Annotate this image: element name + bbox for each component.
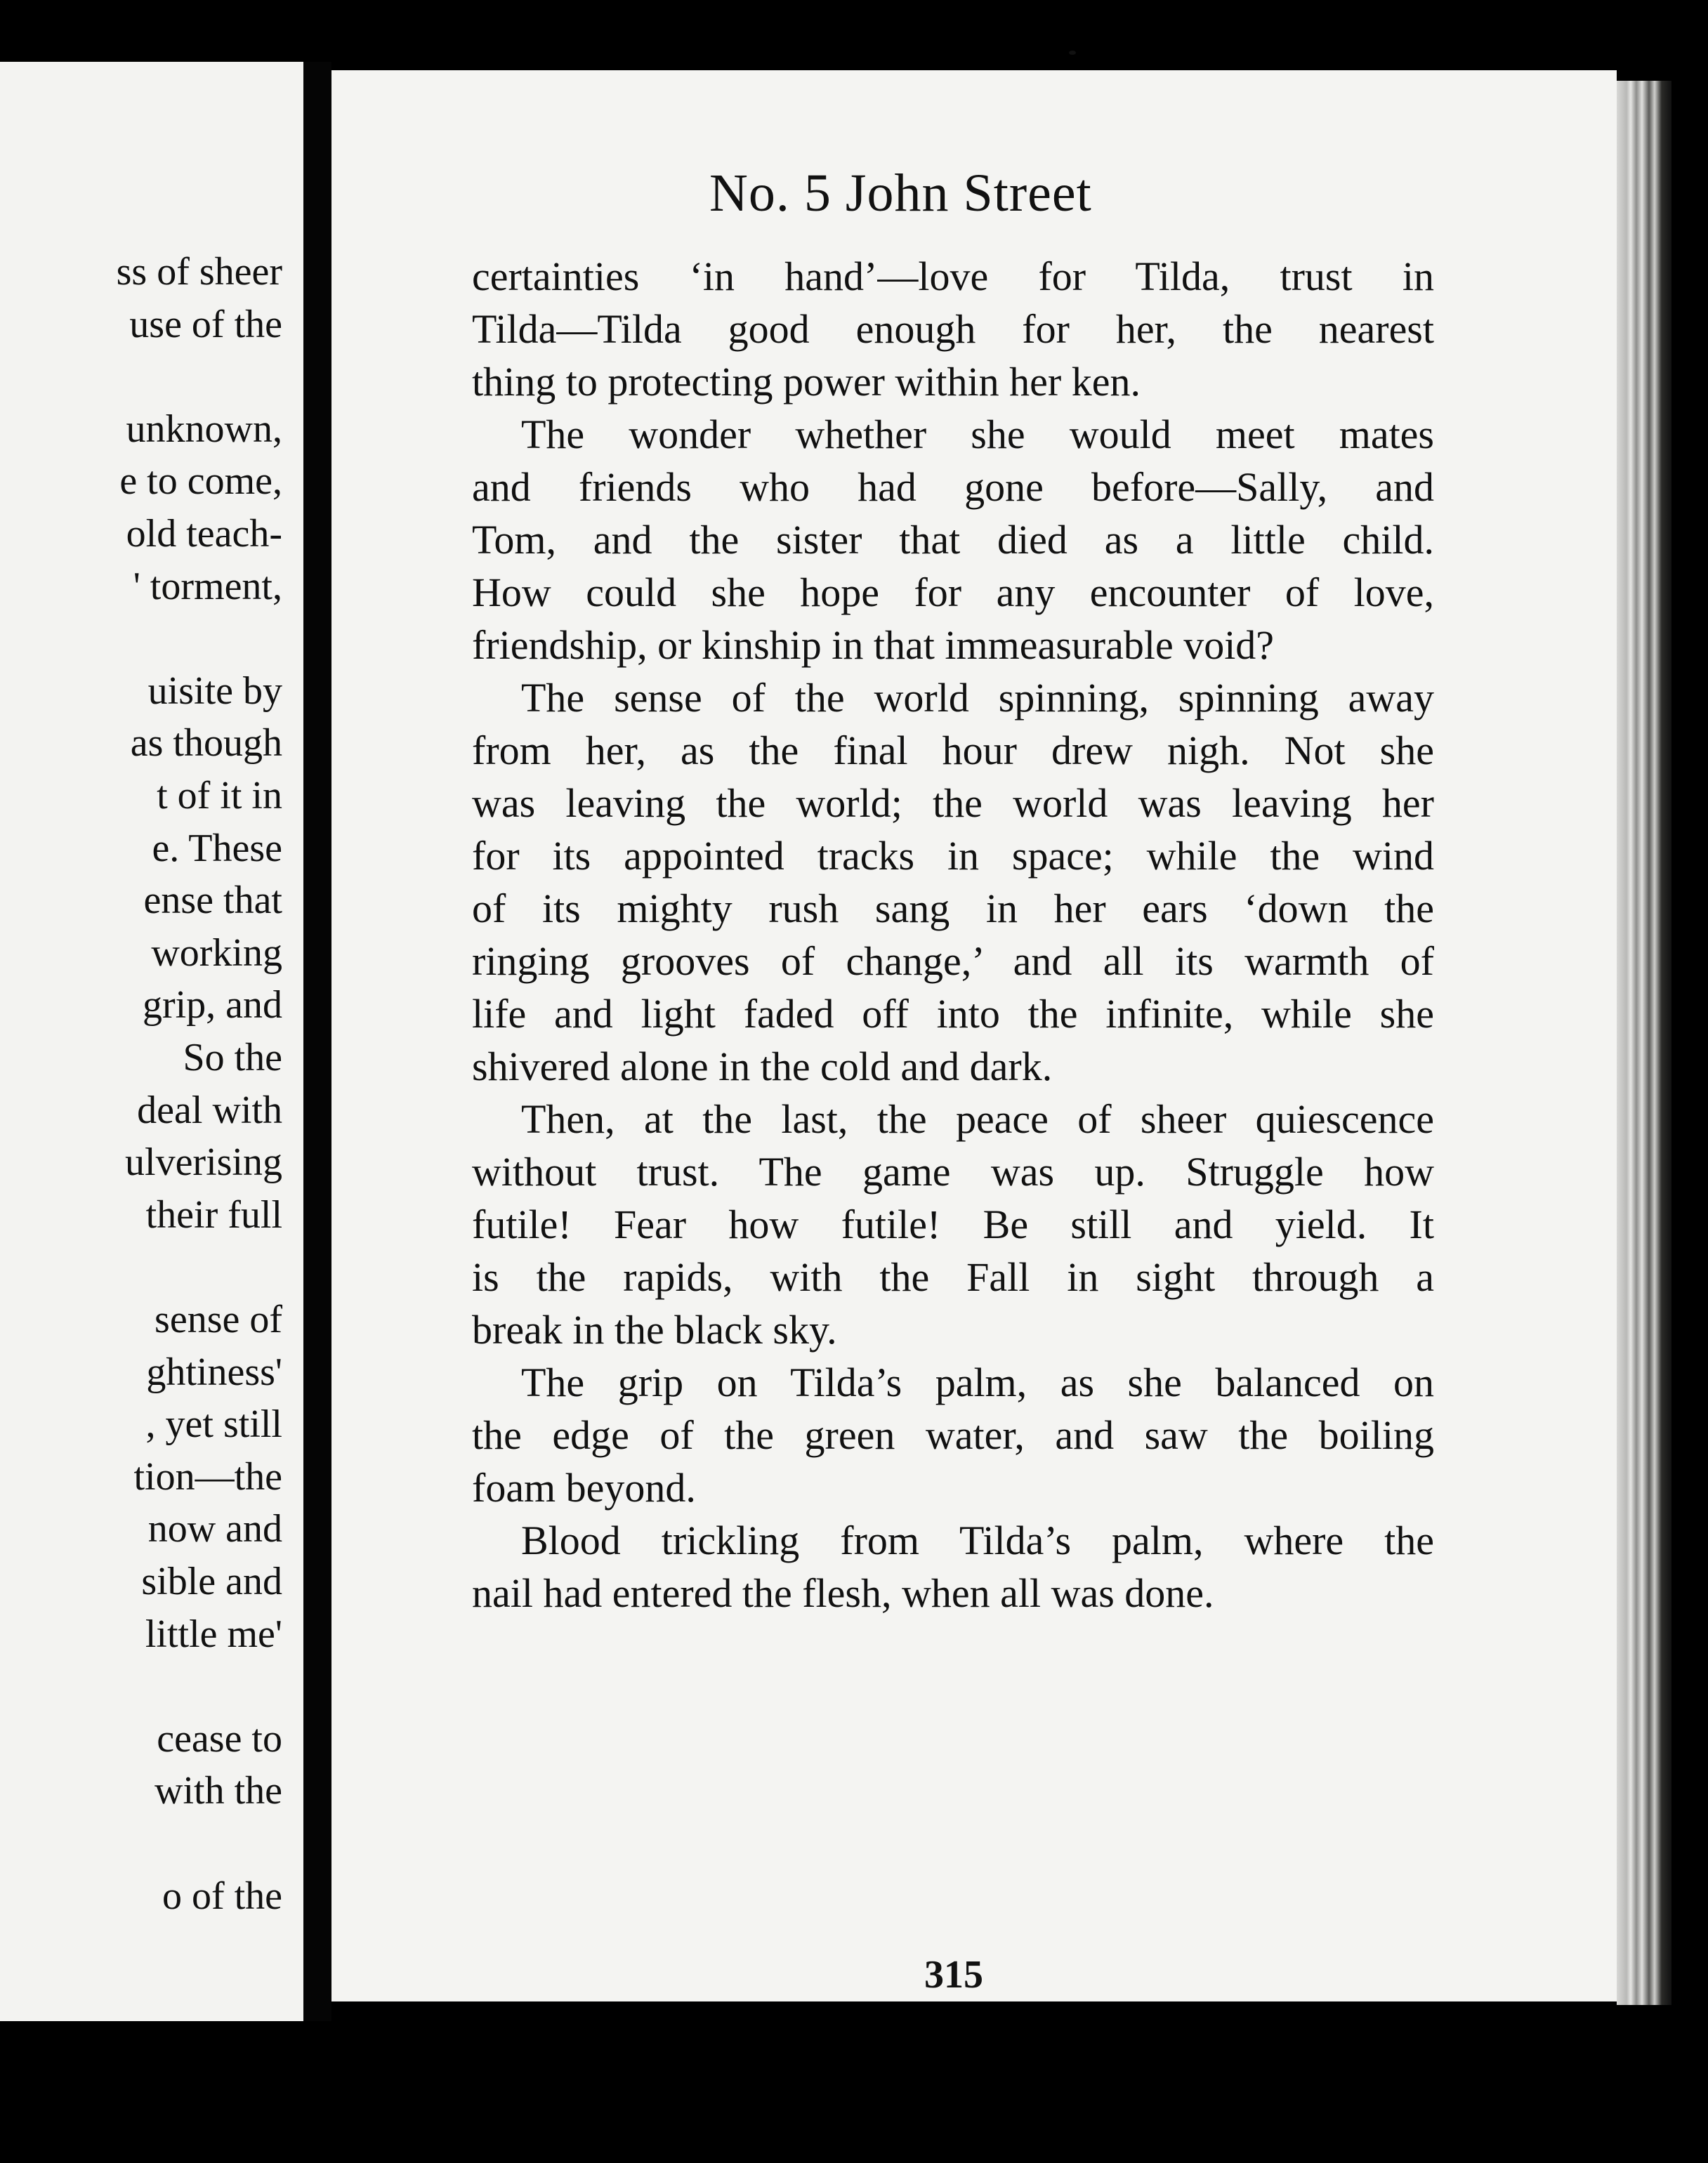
left-page-line: So the [183, 1036, 282, 1079]
text-line: and friends who had gone before—Sally, and [472, 464, 1434, 510]
text-line: The grip on Tilda’s palm, as she balanced on [521, 1360, 1434, 1405]
text-line: foam beyond. [472, 1465, 696, 1511]
top-speck [1069, 51, 1076, 55]
text-line: break in the black sky. [472, 1307, 837, 1353]
text-line: was leaving the world; the world was leaving her [472, 780, 1434, 826]
left-page-line: their full [145, 1192, 282, 1237]
text-line: How could she hope for any encounter of love, [472, 570, 1434, 615]
text-line: the edge of the green water, and saw the boiling [472, 1412, 1434, 1458]
text-line: The sense of the world spinning, spinning away [521, 675, 1434, 721]
text-line: thing to protecting power within her ken. [472, 359, 1141, 405]
running-head: No. 5 John Street [709, 164, 1092, 223]
left-page-line: cease to [157, 1716, 282, 1761]
book-gutter [303, 62, 331, 2021]
left-page [0, 62, 303, 2021]
paragraph [472, 1356, 1434, 1514]
text-line: from her, as the final hour drew nigh. Not she [472, 728, 1434, 773]
left-page-line: as though [130, 721, 282, 765]
text-line: nail had entered the flesh, when all was done. [472, 1570, 1214, 1616]
text-line: certainties ‘in hand’—love for Tilda, trust in [472, 254, 1434, 299]
text-line: without trust. The game was up. Struggle how [472, 1149, 1434, 1195]
page-edge [1617, 81, 1671, 2005]
paragraph [472, 1514, 1434, 1619]
left-page-line: e to come, [119, 459, 282, 504]
text-line: Tilda—Tilda good enough for her, the nearest [472, 306, 1434, 352]
text-line: of its mighty rush sang in her ears ‘down the [472, 886, 1434, 931]
text-line: Tom, and the sister that died as a little child. [472, 517, 1434, 563]
text-line: is the rapids, with the Fall in sight through a [472, 1254, 1434, 1300]
paragraph [472, 1093, 1434, 1356]
left-page-line: ense that [143, 879, 282, 923]
left-page-line: unknown, [126, 407, 282, 451]
text-line: The wonder whether she would meet mates [521, 412, 1434, 457]
text-line: ringing grooves of change,’ and all its warmth of [472, 938, 1434, 984]
paragraph [472, 671, 1434, 1093]
text-line: Then, at the last, the peace of sheer quiescence [521, 1096, 1434, 1142]
left-page-line: grip, and [142, 983, 282, 1027]
text-line: Blood trickling from Tilda’s palm, where the [521, 1518, 1434, 1563]
left-page-line: now and [147, 1507, 282, 1551]
paragraph [472, 250, 1434, 408]
left-page-line: ss of sheer [116, 250, 282, 294]
left-page-line: working [151, 931, 282, 975]
left-page-line: old teach- [126, 512, 282, 555]
left-page-line: little me' [145, 1612, 282, 1656]
text-line: life and light faded off into the infinite, while she [472, 991, 1434, 1037]
left-page-line: with the [155, 1769, 282, 1813]
text-line: futile! Fear how futile! Be still and yield. It [472, 1202, 1434, 1247]
left-page-line: uisite by [147, 669, 282, 713]
body-text [472, 250, 1434, 1619]
left-page-line: ghtiness' [146, 1350, 282, 1394]
text-line: friendship, or kinship in that immeasurable void? [472, 622, 1275, 668]
left-page-line: ulverising [125, 1140, 282, 1185]
left-page-line: e. These [152, 826, 282, 870]
left-page-line: , yet still [145, 1402, 282, 1447]
page-number: 315 [924, 1953, 983, 1997]
text-line: shivered alone in the cold and dark. [472, 1044, 1053, 1089]
left-page-line: tion—the [133, 1454, 282, 1499]
left-page-line: o of the [162, 1874, 282, 1918]
left-page-line: sense of [155, 1298, 282, 1341]
left-page-line: deal with [137, 1088, 282, 1132]
left-page-line: use of the [129, 302, 282, 346]
left-page-line: ' torment, [133, 564, 282, 608]
text-line: for its appointed tracks in space; while the wind [472, 833, 1434, 879]
paragraph [472, 408, 1434, 671]
left-page-line: sible and [141, 1560, 282, 1603]
left-page-line: t of it in [157, 774, 282, 817]
